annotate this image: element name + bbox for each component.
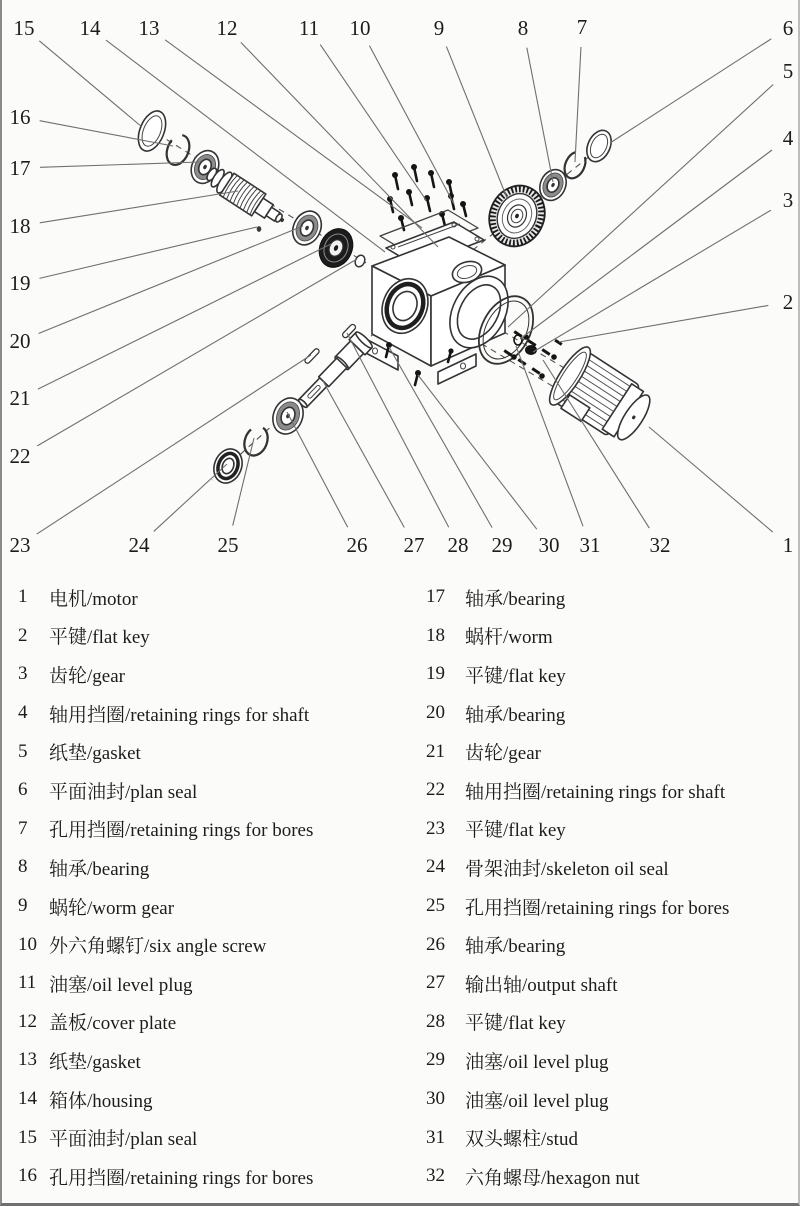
part-number: 22 (426, 779, 445, 801)
parts-list-item-5 (18, 732, 418, 771)
parts-list-item-13 (18, 1041, 418, 1080)
leader-line-30 (418, 375, 537, 529)
callout-number-2: 2 (782, 290, 794, 314)
retaining-ring-25 (240, 423, 272, 459)
part-number: 20 (426, 702, 445, 724)
callout-number-4: 4 (782, 126, 794, 150)
part-name: 油塞/oil level plug (49, 974, 193, 996)
part-name: 六角螺母/hexagon nut (465, 1167, 640, 1189)
part-number: 32 (426, 1165, 445, 1187)
leader-line-3 (533, 210, 771, 352)
part-number: 1 (18, 586, 28, 608)
exploded-view-svg (2, 0, 800, 572)
callout-number-1: 1 (782, 533, 794, 557)
parts-list-item-21 (426, 732, 798, 771)
leader-line-5 (508, 84, 773, 327)
part-number: 6 (18, 779, 28, 801)
part-number: 23 (426, 817, 445, 839)
flat-key-2 (554, 339, 562, 346)
leader-line-19 (39, 227, 257, 278)
part-name: 轴承/bearing (49, 858, 150, 880)
parts-list-item-7 (18, 810, 418, 849)
callout-number-24: 24 (128, 533, 150, 557)
part-name: 轴承/bearing (465, 936, 566, 958)
parts-list-item-26 (426, 925, 798, 964)
part-name: 平键/flat key (465, 820, 566, 842)
part-number: 14 (18, 1088, 37, 1110)
parts-list-item-19 (426, 655, 798, 694)
part-number: 13 (18, 1049, 37, 1071)
worm-18 (202, 162, 291, 232)
parts-list-item-1 (18, 578, 418, 617)
callout-number-30: 30 (538, 533, 560, 557)
part-name: 孔用挡圈/retaining rings for bores (49, 1167, 314, 1189)
callout-number-14: 14 (79, 16, 101, 40)
part-name: 外六角螺钉/six angle screw (49, 936, 267, 958)
part-number: 15 (18, 1126, 37, 1148)
part-number: 24 (426, 856, 445, 878)
parts-list-item-32 (426, 1157, 798, 1196)
parts-list-item-9 (18, 887, 418, 926)
parts-list-item-22 (426, 771, 798, 810)
parts-list-item-15 (18, 1118, 418, 1157)
part-name: 蜗杆/worm (465, 627, 553, 649)
leader-line-24 (154, 464, 227, 531)
part-name: 轴承/bearing (465, 704, 566, 726)
callout-number-22: 22 (9, 444, 31, 468)
parts-list-item-27 (426, 964, 798, 1003)
callout-number-21: 21 (9, 386, 31, 410)
parts-list-item-14 (18, 1080, 418, 1119)
part-name: 骨架油封/skeleton oil seal (465, 858, 669, 880)
part-number: 28 (426, 1010, 445, 1032)
part-number: 8 (18, 856, 28, 878)
housing-14 (364, 237, 520, 385)
callout-number-7: 7 (576, 15, 588, 39)
leader-line-26 (287, 412, 348, 527)
leader-line-13 (165, 40, 422, 228)
parts-list-item-17 (426, 578, 798, 617)
part-number: 3 (18, 663, 28, 685)
part-name: 纸垫/gasket (49, 1051, 141, 1073)
part-number: 12 (18, 1010, 37, 1032)
part-number: 27 (426, 972, 445, 994)
part-name: 轴承/bearing (465, 588, 566, 610)
parts-list-item-24 (426, 848, 798, 887)
part-name: 平键/flat key (49, 627, 150, 649)
leader-line-10 (369, 46, 454, 204)
leader-line-9 (446, 47, 507, 198)
part-name: 齿轮/gear (49, 665, 125, 687)
parts-list-item-29 (426, 1041, 798, 1080)
part-number: 18 (426, 624, 445, 646)
callout-number-27: 27 (403, 533, 425, 557)
part-name: 平键/flat key (465, 665, 566, 687)
part-number: 2 (18, 624, 28, 646)
leader-line-21 (38, 244, 331, 389)
part-name: 轴用挡圈/retaining rings for shaft (49, 704, 310, 726)
plan-seal-6 (582, 126, 616, 165)
part-name: 平面油封/plan seal (49, 1129, 198, 1151)
plan-seal-15 (133, 107, 171, 155)
parts-list-item-20 (426, 694, 798, 733)
leader-line-22 (37, 259, 357, 446)
flat-key-19 (257, 226, 262, 232)
part-name: 纸垫/gasket (49, 743, 141, 765)
callout-number-3: 3 (782, 188, 794, 212)
callout-number-16: 16 (9, 105, 31, 129)
parts-list-column-left (18, 578, 418, 1196)
parts-list-item-23 (426, 810, 798, 849)
part-number: 19 (426, 663, 445, 685)
parts-list-item-16 (18, 1157, 418, 1196)
part-number: 16 (18, 1165, 37, 1187)
part-name: 平面油封/plan seal (49, 781, 198, 803)
parts-list-item-8 (18, 848, 418, 887)
fasteners-cluster (503, 330, 562, 379)
parts-list-item-25 (426, 887, 798, 926)
part-number: 10 (18, 933, 37, 955)
part-name: 蜗轮/worm gear (49, 897, 175, 919)
part-number: 29 (426, 1049, 445, 1071)
part-name: 盖板/cover plate (49, 1013, 177, 1035)
callout-number-11: 11 (298, 16, 320, 40)
callout-number-20: 20 (9, 329, 31, 353)
motor-1 (543, 342, 660, 451)
part-number: 25 (426, 895, 445, 917)
part-number: 31 (426, 1126, 445, 1148)
part-number: 21 (426, 740, 445, 762)
leader-line-15 (39, 41, 142, 127)
callout-number-29: 29 (491, 533, 513, 557)
leader-line-8 (527, 48, 553, 182)
part-name: 油塞/oil level plug (465, 1051, 609, 1073)
part-name: 箱体/housing (49, 1090, 153, 1112)
parts-list-item-11 (18, 964, 418, 1003)
skeleton-oil-seal-24 (209, 445, 247, 488)
part-number: 7 (18, 817, 28, 839)
callout-number-12: 12 (216, 16, 238, 40)
gear-3 (525, 345, 537, 355)
leader-line-7 (575, 47, 581, 162)
part-name: 油塞/oil level plug (465, 1090, 609, 1112)
part-name: 平键/flat key (465, 1013, 566, 1035)
callout-number-31: 31 (579, 533, 601, 557)
callout-number-6: 6 (782, 16, 794, 40)
callout-number-9: 9 (433, 16, 445, 40)
parts-list-column-right (426, 578, 798, 1196)
part-number: 5 (18, 740, 28, 762)
part-number: 11 (18, 972, 37, 994)
parts-list-item-6 (18, 771, 418, 810)
parts-list-item-12 (18, 1003, 418, 1042)
parts-list-item-18 (426, 617, 798, 656)
part-number: 9 (18, 895, 28, 917)
part-number: 17 (426, 586, 445, 608)
parts-list-item-28 (426, 1003, 798, 1042)
parts-list-item-2 (18, 617, 418, 656)
leader-line-20 (39, 226, 303, 333)
parts-list-item-10 (18, 925, 418, 964)
callout-number-8: 8 (517, 16, 529, 40)
part-number: 26 (426, 933, 445, 955)
parts-list-item-3 (18, 655, 418, 694)
callout-number-23: 23 (9, 533, 31, 557)
part-number: 30 (426, 1088, 445, 1110)
callout-number-25: 25 (217, 533, 239, 557)
parts-list-item-30 (426, 1080, 798, 1119)
six-angle-screws-10 (387, 164, 466, 230)
callout-number-5: 5 (782, 59, 794, 83)
part-name: 孔用挡圈/retaining rings for bores (465, 897, 730, 919)
callout-number-19: 19 (9, 271, 31, 295)
leader-line-18 (40, 191, 238, 223)
callout-number-18: 18 (9, 214, 31, 238)
parts-list-item-4 (18, 694, 418, 733)
leader-line-27 (323, 381, 404, 528)
part-name: 双头螺柱/stud (465, 1129, 578, 1151)
part-name: 轴用挡圈/retaining rings for shaft (465, 781, 726, 803)
parts-list-item-31 (426, 1118, 798, 1157)
part-number: 4 (18, 702, 28, 724)
callout-number-32: 32 (649, 533, 671, 557)
callout-number-15: 15 (13, 16, 35, 40)
callout-number-13: 13 (138, 16, 160, 40)
leader-line-23 (37, 355, 311, 534)
retaining-ring-4 (514, 335, 522, 345)
leader-line-1 (649, 427, 773, 532)
callout-number-28: 28 (447, 533, 469, 557)
callout-number-26: 26 (346, 533, 368, 557)
flat-key-23 (304, 348, 320, 364)
exploded-view-diagram (2, 0, 800, 572)
part-name: 电机/motor (49, 588, 138, 610)
part-name: 齿轮/gear (465, 743, 541, 765)
leader-line-6 (610, 39, 771, 143)
leader-line-2 (559, 305, 768, 342)
part-name: 孔用挡圈/retaining rings for bores (49, 820, 314, 842)
callout-number-10: 10 (349, 16, 371, 40)
part-name: 输出轴/output shaft (465, 974, 618, 996)
callout-number-17: 17 (9, 156, 31, 180)
